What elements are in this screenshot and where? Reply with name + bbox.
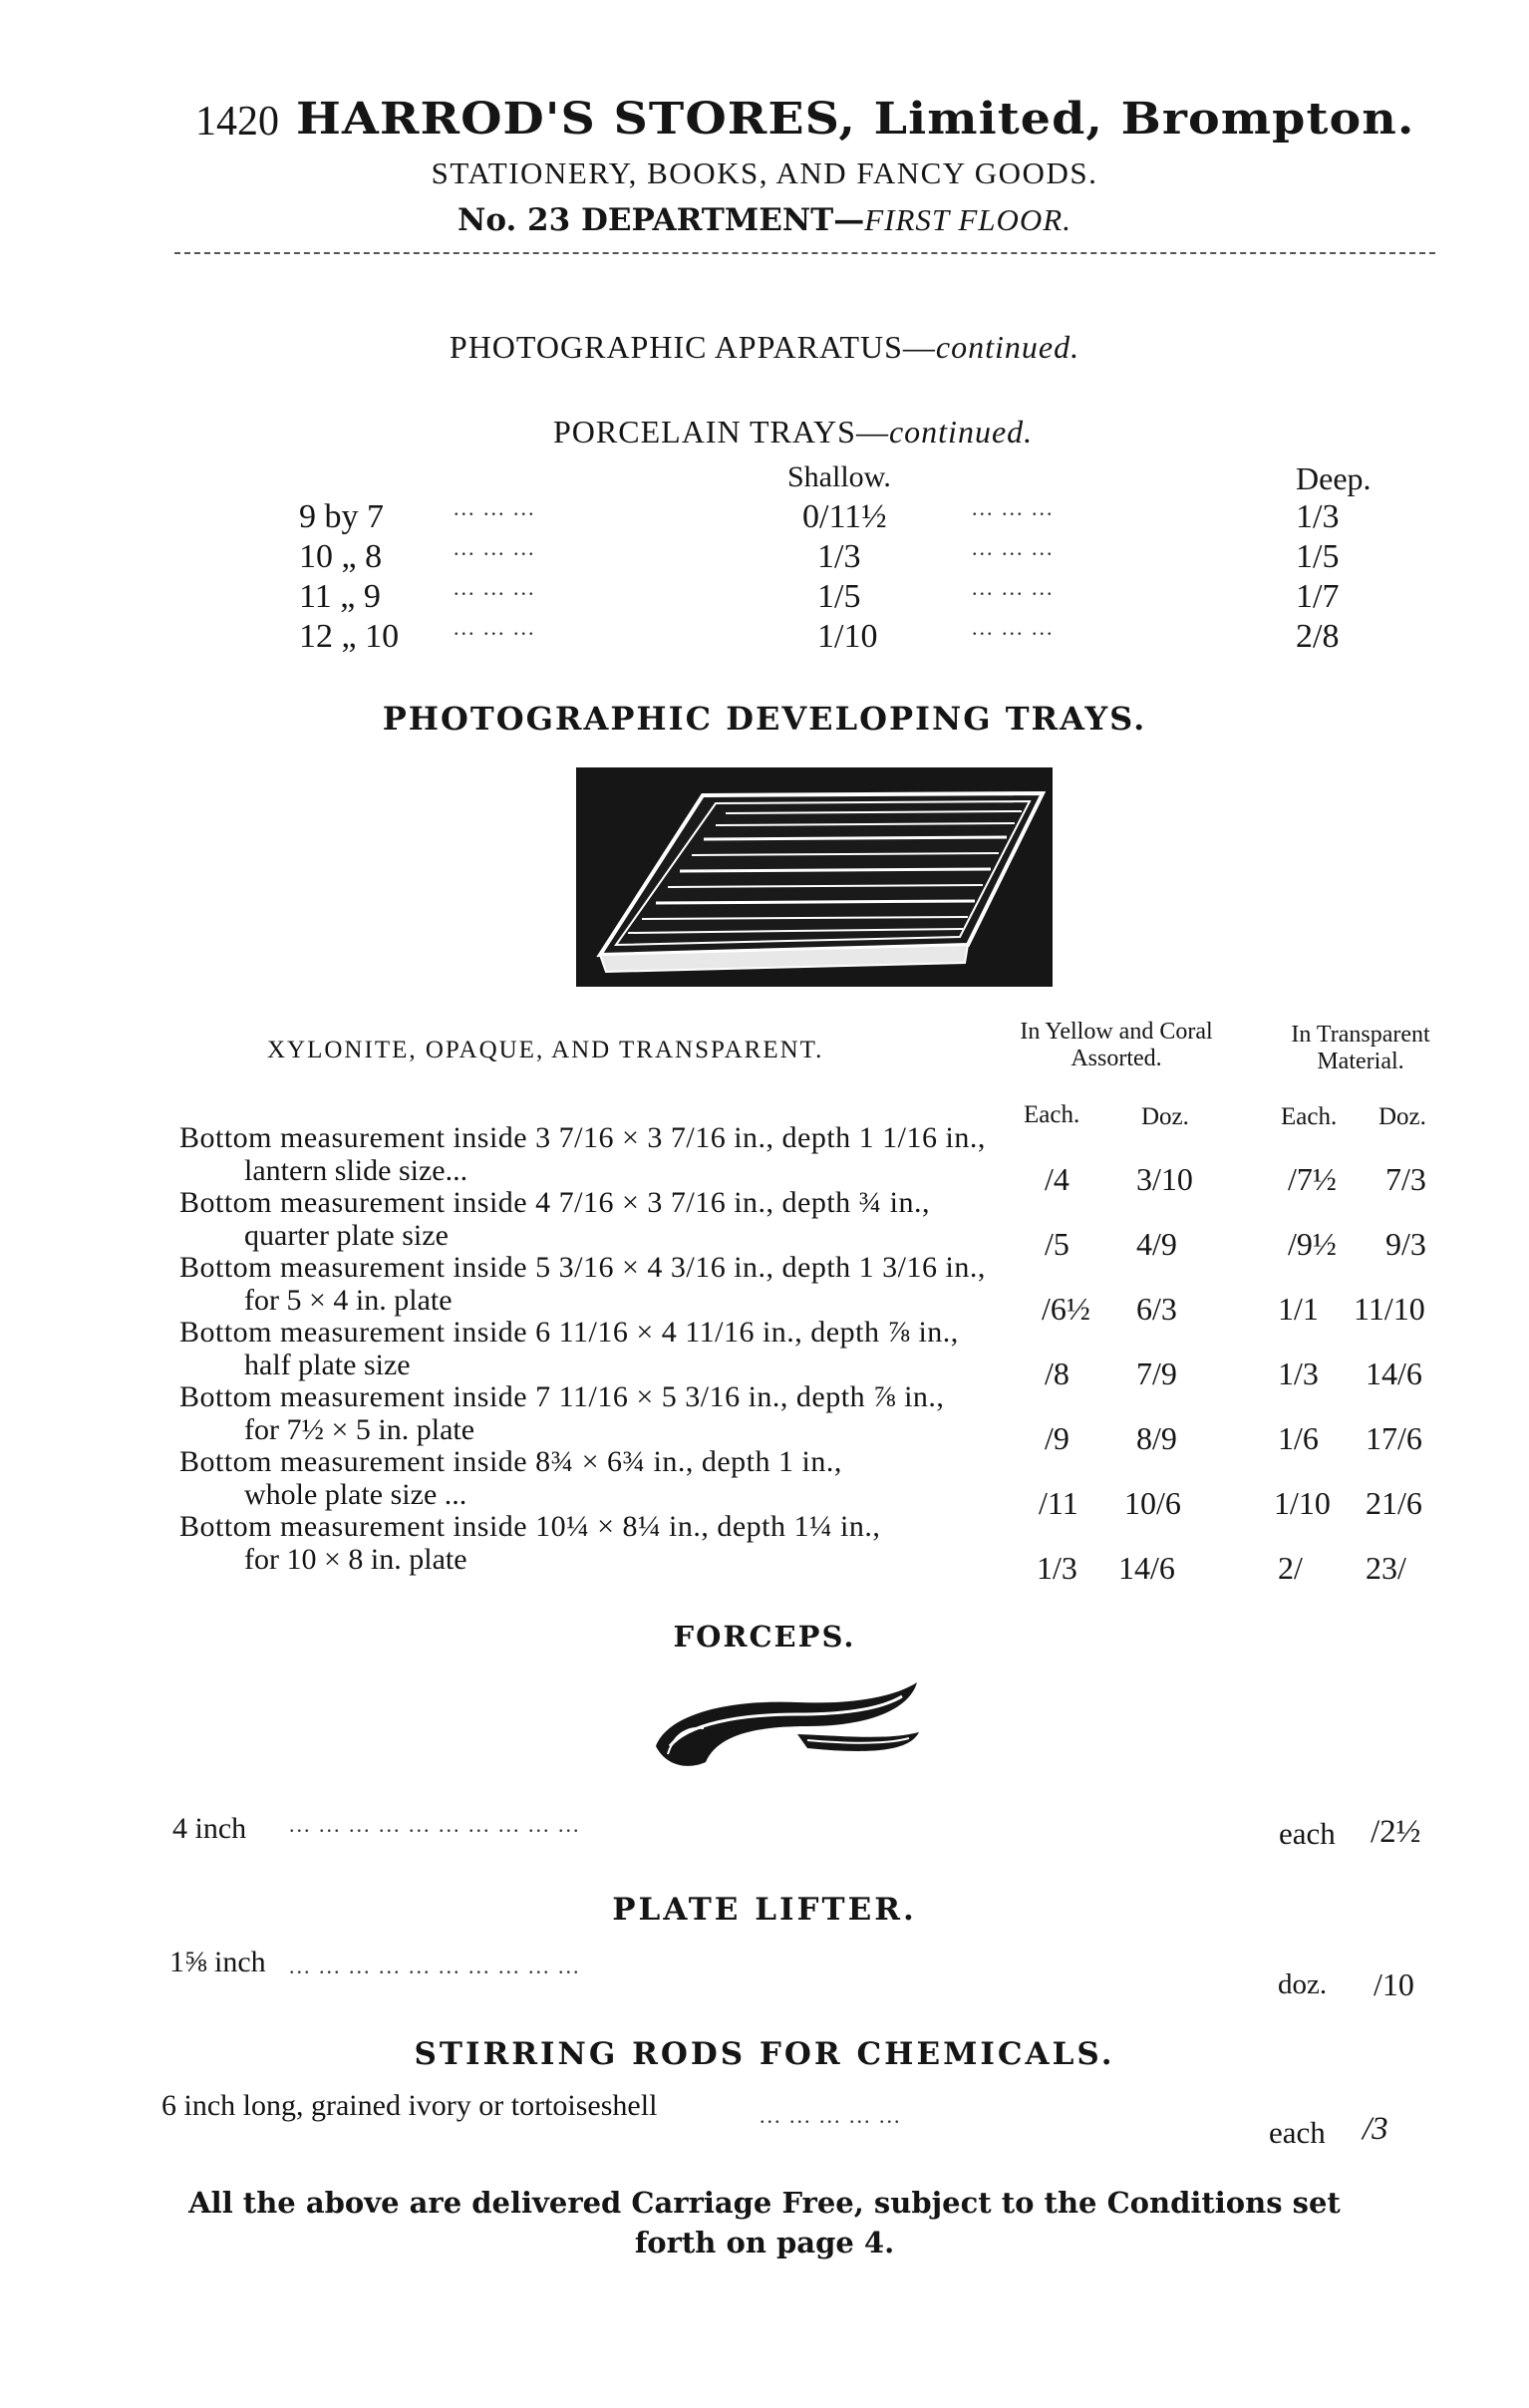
transparent-each: 1/3 bbox=[1278, 1355, 1319, 1391]
yellow-doz-header: Doz. bbox=[1141, 1103, 1189, 1130]
section-title-main: PHOTOGRAPHIC APPARATUS— bbox=[449, 329, 936, 365]
leader-dots: ... ... ... ... ... ... ... ... ... ... bbox=[289, 1954, 581, 1978]
porcelain-title-continued: continued. bbox=[888, 414, 1034, 450]
transparent-each-header: Each. bbox=[1281, 1103, 1338, 1130]
porcelain-title bbox=[553, 414, 1033, 451]
transparent-doz: 7/3 bbox=[1385, 1161, 1426, 1197]
yellow-doz: 6/3 bbox=[1136, 1291, 1177, 1327]
yellow-doz: 14/6 bbox=[1118, 1550, 1175, 1586]
xylonite-measure: Bottom measurement inside 6 11/16 × 4 11/16 in., depth ⅞ in., bbox=[179, 1316, 959, 1349]
transparent-each: 1/1 bbox=[1278, 1291, 1319, 1327]
transparent-doz: 23/ bbox=[1366, 1550, 1406, 1586]
porcelain-deep: 2/8 bbox=[1296, 618, 1340, 655]
yellow-doz: 7/9 bbox=[1136, 1355, 1177, 1391]
yellow-doz: 3/10 bbox=[1136, 1161, 1193, 1197]
xylonite-measure: Bottom measurement inside 3 7/16 × 3 7/16 in., depth 1 1/16 in., bbox=[179, 1121, 986, 1154]
xylonite-measure: Bottom measurement inside 8¾ × 6¾ in., depth 1 in., bbox=[179, 1445, 842, 1478]
transparent-doz: 11/10 bbox=[1354, 1291, 1425, 1327]
xylonite-measure: Bottom measurement inside 7 11/16 × 5 3/16 in., depth ⅞ in., bbox=[179, 1380, 945, 1413]
xylonite-measure: Bottom measurement inside 5 3/16 × 4 3/16 in., depth 1 3/16 in., bbox=[179, 1251, 986, 1284]
yellow-each-header: Each. bbox=[1024, 1101, 1080, 1128]
porcelain-shallow: 0/11½ bbox=[802, 498, 887, 535]
plate-lifter-price: /10 bbox=[1374, 1966, 1414, 2002]
porcelain-shallow: 1/10 bbox=[817, 618, 878, 655]
col-transparent-header: In Transparent Material. bbox=[1291, 1022, 1430, 1074]
section-title bbox=[0, 329, 1529, 366]
porcelain-size: 11 „ 9 bbox=[299, 578, 381, 615]
xylonite-size: quarter plate size bbox=[244, 1219, 449, 1252]
leader-dots: ... ... ... bbox=[454, 575, 536, 600]
forceps-engraving bbox=[648, 1674, 922, 1774]
header-subtitle: STATIONERY, BOOKS, AND FANCY GOODS. bbox=[431, 155, 1098, 190]
header-divider bbox=[174, 252, 1435, 254]
transparent-doz-header: Doz. bbox=[1378, 1103, 1426, 1130]
department-label: No. 23 DEPARTMENT— bbox=[457, 202, 865, 238]
transparent-each: /7½ bbox=[1288, 1161, 1337, 1197]
stirring-title: STIRRING RODS FOR CHEMICALS. bbox=[414, 2036, 1115, 2072]
xylonite-size: whole plate size ... bbox=[244, 1478, 467, 1511]
porcelain-shallow: 1/5 bbox=[817, 578, 861, 615]
xylonite-size: lantern slide size... bbox=[244, 1154, 468, 1187]
leader-dots: ... ... ... bbox=[454, 615, 536, 640]
porcelain-deep: 1/7 bbox=[1296, 578, 1340, 615]
porcelain-title-main: PORCELAIN TRAYS— bbox=[553, 414, 889, 450]
footer-line-2: forth on page 4. bbox=[634, 2226, 895, 2259]
col-yellow-header: In Yellow and Coral Assorted. bbox=[1020, 1019, 1213, 1071]
transparent-doz: 21/6 bbox=[1366, 1485, 1422, 1521]
xylonite-size: for 10 × 8 in. plate bbox=[244, 1543, 467, 1576]
yellow-each: /8 bbox=[1045, 1355, 1070, 1391]
leader-dots: ... ... ... bbox=[972, 575, 1055, 600]
floor-label: FIRST FLOOR. bbox=[864, 202, 1071, 237]
transparent-doz: 9/3 bbox=[1385, 1226, 1426, 1262]
xylonite-title: XYLONITE, OPAQUE, AND TRANSPARENT. bbox=[267, 1037, 824, 1063]
transparent-doz: 17/6 bbox=[1366, 1420, 1422, 1456]
xylonite-size: half plate size bbox=[244, 1349, 411, 1381]
leader-dots: ... ... ... ... ... ... ... ... ... ... bbox=[289, 1812, 581, 1837]
transparent-doz: 14/6 bbox=[1366, 1355, 1422, 1391]
yellow-each: /9 bbox=[1045, 1420, 1070, 1456]
forceps-price: /2½ bbox=[1371, 1814, 1421, 1850]
forceps-item: 4 inch bbox=[172, 1812, 247, 1845]
footer-line-1: All the above are delivered Carriage Free, subject to the Conditions set bbox=[188, 2186, 1341, 2220]
developing-title: PHOTOGRAPHIC DEVELOPING TRAYS. bbox=[382, 700, 1147, 738]
porcelain-size: 9 by 7 bbox=[299, 498, 384, 535]
yellow-each: /6½ bbox=[1042, 1291, 1090, 1327]
porcelain-deep: 1/5 bbox=[1296, 538, 1340, 575]
transparent-each: /9½ bbox=[1288, 1226, 1337, 1262]
transparent-each: 1/6 bbox=[1278, 1420, 1319, 1456]
plate-lifter-title: PLATE LIFTER. bbox=[612, 1892, 917, 1928]
leader-dots: ... ... ... bbox=[972, 495, 1055, 520]
leader-dots: ... ... ... ... ... bbox=[760, 2103, 902, 2128]
col-shallow-header: Shallow. bbox=[787, 460, 891, 493]
yellow-each: 1/3 bbox=[1037, 1550, 1077, 1586]
yellow-each: /5 bbox=[1045, 1226, 1070, 1262]
developing-tray-engraving bbox=[576, 767, 1053, 987]
stirring-unit: each bbox=[1269, 2115, 1326, 2150]
yellow-each: /11 bbox=[1039, 1485, 1078, 1521]
xylonite-size: for 7½ × 5 in. plate bbox=[244, 1413, 475, 1446]
leader-dots: ... ... ... bbox=[972, 535, 1055, 560]
department-line bbox=[0, 202, 1529, 238]
yellow-doz: 10/6 bbox=[1124, 1485, 1181, 1521]
porcelain-deep: 1/3 bbox=[1296, 498, 1340, 535]
porcelain-size: 12 „ 10 bbox=[299, 618, 400, 655]
store-name: HARROD'S STORES, Limited, Brompton. bbox=[296, 94, 1415, 145]
yellow-doz: 8/9 bbox=[1136, 1420, 1177, 1456]
yellow-each: /4 bbox=[1045, 1161, 1070, 1197]
page-number: 1420 bbox=[195, 99, 279, 145]
plate-lifter-item: 1⅝ inch bbox=[169, 1946, 266, 1978]
yellow-doz: 4/9 bbox=[1136, 1226, 1177, 1262]
xylonite-size: for 5 × 4 in. plate bbox=[244, 1284, 453, 1317]
col-deep-header: Deep. bbox=[1296, 460, 1372, 496]
leader-dots: ... ... ... bbox=[454, 535, 536, 560]
leader-dots: ... ... ... bbox=[972, 615, 1055, 640]
stirring-item: 6 inch long, grained ivory or tortoiseshell bbox=[161, 2089, 658, 2122]
porcelain-size: 10 „ 8 bbox=[299, 538, 383, 575]
plate-lifter-unit: doz. bbox=[1278, 1968, 1328, 2000]
leader-dots: ... ... ... bbox=[454, 495, 536, 520]
stirring-price: /3 bbox=[1363, 2111, 1388, 2147]
section-title-continued: continued. bbox=[935, 329, 1080, 365]
xylonite-measure: Bottom measurement inside 10¼ × 8¼ in., depth 1¼ in., bbox=[179, 1510, 881, 1543]
transparent-each: 1/10 bbox=[1274, 1485, 1331, 1521]
forceps-unit: each bbox=[1279, 1816, 1336, 1851]
xylonite-measure: Bottom measurement inside 4 7/16 × 3 7/16 in., depth ¾ in., bbox=[179, 1186, 931, 1219]
transparent-each: 2/ bbox=[1278, 1550, 1303, 1586]
porcelain-shallow: 1/3 bbox=[817, 538, 861, 575]
forceps-title: FORCEPS. bbox=[673, 1620, 856, 1654]
